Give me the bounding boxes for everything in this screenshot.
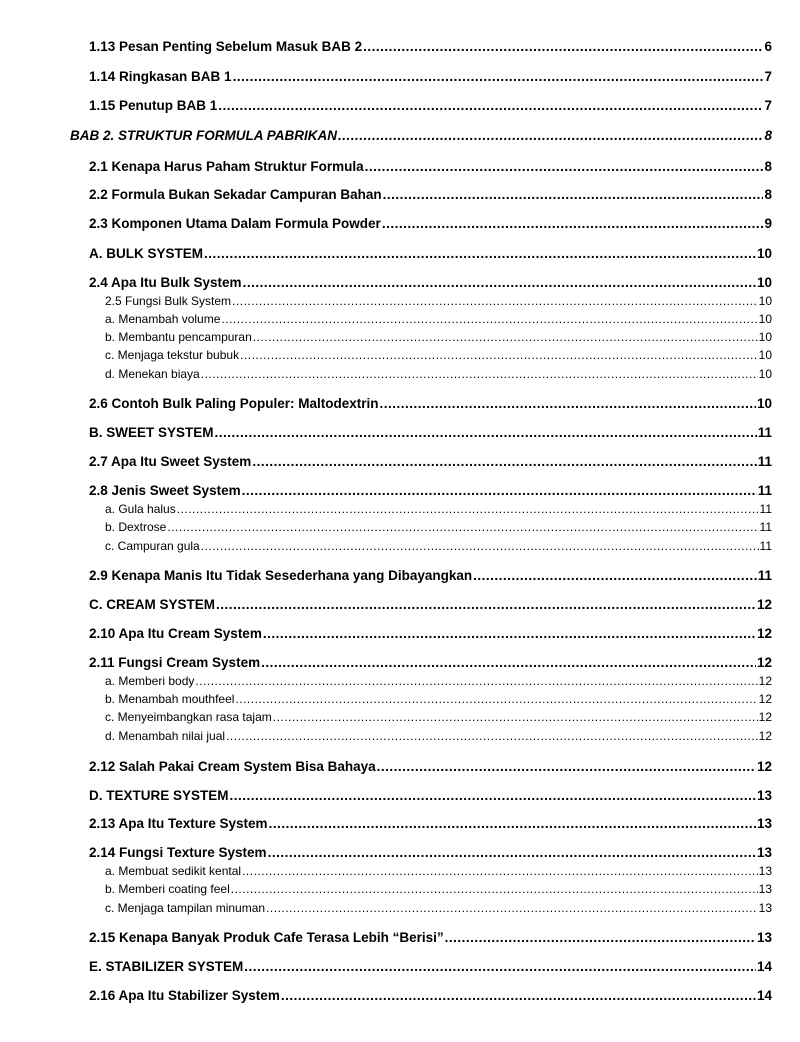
toc-entry[interactable] bbox=[89, 989, 772, 1003]
toc-entry-page-number: 11 bbox=[757, 425, 772, 440]
toc-entry-title: 2.13 Apa Itu Texture System bbox=[89, 816, 268, 831]
toc-entry[interactable] bbox=[89, 817, 772, 831]
dot-leader bbox=[273, 711, 758, 723]
toc-entry-title: C. CREAM SYSTEM bbox=[89, 597, 216, 612]
dot-leader bbox=[445, 931, 756, 945]
toc-entry[interactable] bbox=[89, 99, 772, 113]
toc-entry[interactable] bbox=[105, 730, 772, 742]
toc-entry-title: a. Memberi body bbox=[105, 674, 195, 688]
dot-leader bbox=[261, 656, 756, 670]
toc-entry-page-number: 14 bbox=[756, 988, 772, 1003]
dot-leader bbox=[338, 129, 763, 143]
toc-entry[interactable] bbox=[89, 217, 772, 231]
dot-leader bbox=[221, 313, 757, 325]
toc-entry-page-number: 12 bbox=[756, 655, 772, 670]
toc-entry[interactable] bbox=[89, 160, 772, 174]
toc-entry[interactable] bbox=[89, 760, 772, 774]
toc-entry-title: B. SWEET SYSTEM bbox=[89, 425, 214, 440]
toc-entry-title: c. Menjaga tekstur bubuk bbox=[105, 348, 240, 362]
toc-entry-page-number: 10 bbox=[756, 275, 772, 290]
toc-entry-title: 2.6 Contoh Bulk Paling Populer: Maltodextrin bbox=[89, 396, 379, 411]
toc-entry[interactable] bbox=[105, 693, 772, 705]
toc-entry-page-number: 9 bbox=[764, 216, 772, 231]
toc-entry-page-number: 13 bbox=[758, 882, 772, 896]
dot-leader bbox=[266, 902, 758, 914]
toc-entry-page-number: 10 bbox=[758, 348, 772, 362]
dot-leader bbox=[195, 675, 757, 687]
toc-entry[interactable] bbox=[105, 711, 772, 723]
dot-leader bbox=[201, 368, 758, 380]
dot-leader bbox=[167, 521, 758, 533]
toc-entry-title: 2.12 Salah Pakai Cream System Bisa Bahaya bbox=[89, 759, 376, 774]
toc-entry-page-number: 8 bbox=[764, 187, 772, 202]
toc-entry-page-number: 8 bbox=[764, 128, 772, 143]
toc-entry-title: a. Gula halus bbox=[105, 502, 176, 516]
dot-leader bbox=[281, 989, 756, 1003]
toc-entry[interactable] bbox=[89, 484, 772, 498]
dot-leader bbox=[243, 276, 756, 290]
dot-leader bbox=[377, 760, 756, 774]
toc-entry-title: b. Dextrose bbox=[105, 520, 167, 534]
toc-entry-page-number: 11 bbox=[759, 520, 772, 534]
toc-entry[interactable] bbox=[105, 331, 772, 343]
dot-leader bbox=[473, 569, 757, 583]
toc-entry-page-number: 13 bbox=[758, 901, 772, 915]
dot-leader bbox=[268, 846, 756, 860]
toc-entry-page-number: 6 bbox=[764, 39, 772, 54]
toc-entry-title: d. Menekan biaya bbox=[105, 367, 200, 381]
dot-leader bbox=[252, 455, 756, 469]
toc-entry-page-number: 10 bbox=[758, 330, 772, 344]
toc-entry-title: c. Menyeimbangkan rasa tajam bbox=[105, 710, 272, 724]
dot-leader bbox=[363, 40, 763, 54]
dot-leader bbox=[216, 598, 756, 612]
toc-entry-title: 2.3 Komponen Utama Dalam Formula Powder bbox=[89, 216, 381, 231]
dot-leader bbox=[382, 217, 764, 231]
dot-leader bbox=[230, 789, 756, 803]
toc-entry[interactable] bbox=[105, 883, 772, 895]
toc-entry[interactable] bbox=[105, 902, 772, 914]
toc-entry-page-number: 10 bbox=[756, 396, 772, 411]
toc-entry-page-number: 11 bbox=[757, 483, 772, 498]
toc-entry-title: 2.7 Apa Itu Sweet System bbox=[89, 454, 252, 469]
dot-leader bbox=[177, 503, 759, 515]
toc-entry[interactable] bbox=[89, 247, 772, 261]
toc-entry-title: 2.14 Fungsi Texture System bbox=[89, 845, 267, 860]
toc-entry[interactable] bbox=[89, 188, 772, 202]
toc-entry-title: c. Campuran gula bbox=[105, 539, 200, 553]
toc-entry-page-number: 10 bbox=[756, 246, 772, 261]
toc-entry[interactable] bbox=[105, 349, 772, 361]
toc-entry-title: 2.4 Apa Itu Bulk System bbox=[89, 275, 242, 290]
toc-entry-page-number: 13 bbox=[756, 816, 772, 831]
toc-entry-title: d. Menambah nilai jual bbox=[105, 729, 226, 743]
toc-entry-page-number: 12 bbox=[758, 674, 772, 688]
toc-entry-title: 2.11 Fungsi Cream System bbox=[89, 655, 261, 670]
dot-leader bbox=[253, 331, 758, 343]
toc-entry-title: b. Menambah mouthfeel bbox=[105, 692, 235, 706]
toc-entry-page-number: 12 bbox=[756, 626, 772, 641]
toc-entry-page-number: 8 bbox=[764, 159, 772, 174]
toc-entry[interactable] bbox=[89, 569, 772, 583]
toc-entry-page-number: 10 bbox=[758, 294, 772, 308]
toc-entry-page-number: 11 bbox=[759, 539, 772, 553]
toc-entry[interactable] bbox=[70, 129, 772, 143]
toc-entry-title: a. Membuat sedikit kental bbox=[105, 864, 242, 878]
dot-leader bbox=[244, 960, 756, 974]
toc-entry[interactable] bbox=[105, 521, 772, 533]
toc-entry[interactable] bbox=[105, 295, 772, 307]
toc-entry-page-number: 11 bbox=[759, 502, 772, 516]
toc-entry-page-number: 7 bbox=[764, 98, 772, 113]
toc-entry-title: b. Membantu pencampuran bbox=[105, 330, 252, 344]
toc-entry-title: 2.5 Fungsi Bulk System bbox=[105, 294, 232, 308]
toc-entry[interactable] bbox=[89, 455, 772, 469]
dot-leader bbox=[218, 99, 763, 113]
dot-leader bbox=[263, 627, 756, 641]
toc-entry[interactable] bbox=[89, 70, 772, 84]
toc-entry-page-number: 12 bbox=[758, 710, 772, 724]
toc-entry[interactable] bbox=[105, 540, 772, 552]
toc-entry-page-number: 7 bbox=[764, 69, 772, 84]
toc-entry-page-number: 12 bbox=[758, 692, 772, 706]
dot-leader bbox=[231, 883, 758, 895]
toc-entry-page-number: 12 bbox=[758, 729, 772, 743]
toc-entry-title: 1.15 Penutup BAB 1 bbox=[89, 98, 218, 113]
toc-entry[interactable] bbox=[89, 40, 772, 54]
toc-entry-page-number: 12 bbox=[756, 597, 772, 612]
dot-leader bbox=[383, 188, 764, 202]
toc-entry-page-number: 11 bbox=[757, 454, 772, 469]
toc-entry[interactable] bbox=[105, 675, 772, 687]
toc-entry-page-number: 11 bbox=[757, 568, 772, 583]
toc-entry-title: b. Memberi coating feel bbox=[105, 882, 230, 896]
toc-entry-title: BAB 2. STRUKTUR FORMULA PABRIKAN bbox=[70, 128, 337, 143]
toc-entry-page-number: 13 bbox=[756, 788, 772, 803]
toc-entry-page-number: 14 bbox=[756, 959, 772, 974]
dot-leader bbox=[226, 730, 758, 742]
toc-entry[interactable] bbox=[89, 656, 772, 670]
toc-entry[interactable] bbox=[89, 789, 772, 803]
toc-entry-page-number: 12 bbox=[756, 759, 772, 774]
toc-entry[interactable] bbox=[89, 931, 772, 945]
toc-entry[interactable] bbox=[89, 960, 772, 974]
toc-entry[interactable] bbox=[105, 503, 772, 515]
toc-entry-title: 2.10 Apa Itu Cream System bbox=[89, 626, 262, 641]
toc-entry-page-number: 13 bbox=[756, 845, 772, 860]
dot-leader bbox=[201, 540, 759, 552]
dot-leader bbox=[204, 247, 756, 261]
toc-entry-title: a. Menambah volume bbox=[105, 312, 221, 326]
dot-leader bbox=[232, 295, 758, 307]
toc-entry-title: 2.1 Kenapa Harus Paham Struktur Formula bbox=[89, 159, 364, 174]
toc-entry-title: A. BULK SYSTEM bbox=[89, 246, 204, 261]
toc-entry-title: 1.14 Ringkasan BAB 1 bbox=[89, 69, 232, 84]
toc-entry[interactable] bbox=[89, 627, 772, 641]
toc-entry-title: c. Menjaga tampilan minuman bbox=[105, 901, 266, 915]
toc-entry-title: 1.13 Pesan Penting Sebelum Masuk BAB 2 bbox=[89, 39, 363, 54]
toc-entry[interactable] bbox=[105, 313, 772, 325]
toc-entry[interactable] bbox=[89, 397, 772, 411]
toc-entry[interactable] bbox=[89, 846, 772, 860]
dot-leader bbox=[240, 349, 758, 361]
toc-entry[interactable] bbox=[89, 426, 772, 440]
toc-entry-page-number: 13 bbox=[758, 864, 772, 878]
dot-leader bbox=[365, 160, 764, 174]
toc-entry[interactable] bbox=[89, 598, 772, 612]
toc-entry-title: E. STABILIZER SYSTEM bbox=[89, 959, 244, 974]
toc-entry[interactable] bbox=[105, 368, 772, 380]
toc-entry[interactable] bbox=[105, 865, 772, 877]
dot-leader bbox=[233, 70, 764, 84]
toc-entry[interactable] bbox=[89, 276, 772, 290]
toc-entry-title: 2.2 Formula Bukan Sekadar Campuran Bahan bbox=[89, 187, 382, 202]
toc-entry-page-number: 10 bbox=[758, 367, 772, 381]
toc-entry-title: 2.16 Apa Itu Stabilizer System bbox=[89, 988, 280, 1003]
toc-entry-title: 2.15 Kenapa Banyak Produk Cafe Terasa Lebih “Berisi” bbox=[89, 930, 444, 945]
toc-entry-title: 2.8 Jenis Sweet System bbox=[89, 483, 241, 498]
dot-leader bbox=[269, 817, 756, 831]
dot-leader bbox=[235, 693, 757, 705]
toc-entry-page-number: 10 bbox=[758, 312, 772, 326]
dot-leader bbox=[242, 865, 758, 877]
dot-leader bbox=[215, 426, 757, 440]
dot-leader bbox=[242, 484, 757, 498]
toc-entry-title: D. TEXTURE SYSTEM bbox=[89, 788, 229, 803]
dot-leader bbox=[380, 397, 756, 411]
toc-entry-page-number: 13 bbox=[756, 930, 772, 945]
toc-entry-title: 2.9 Kenapa Manis Itu Tidak Sesederhana yang Dibayangkan bbox=[89, 568, 473, 583]
